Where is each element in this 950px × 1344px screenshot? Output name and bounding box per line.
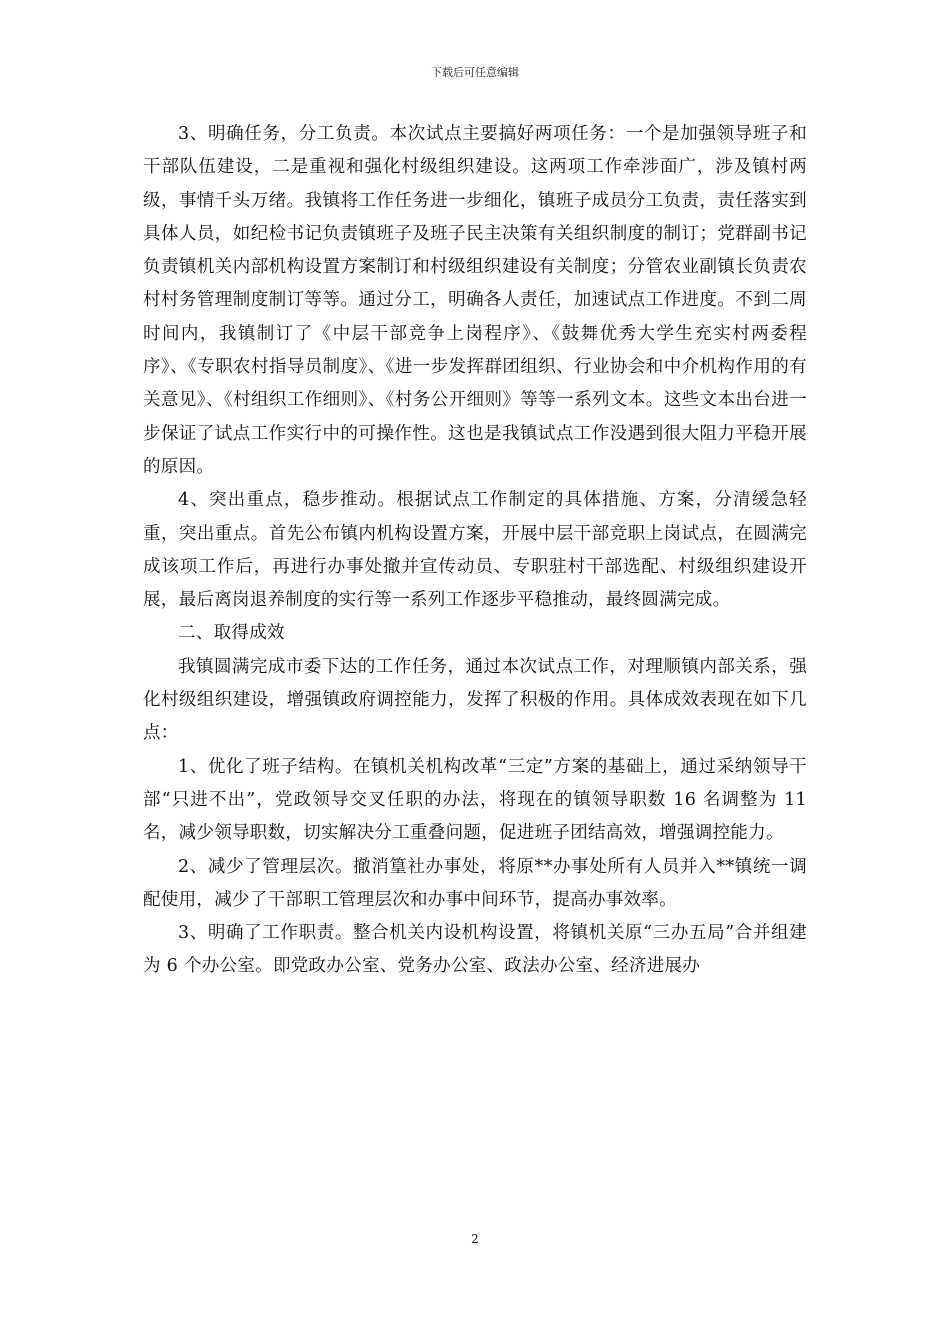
page-number: 2	[471, 1232, 479, 1246]
paragraph-job-duties: 3、明确了工作职责。整合机关内设机构设置，将镇机关原“三办五局”合并组建为 6 个办公室。即党政办公室、党务办公室、政法办公室、经济进展办	[143, 923, 807, 977]
page-header-note: 下载后可任意编辑	[431, 66, 519, 79]
paragraph-team-structure: 1、优化了班子结构。在镇机关机构改革“三定”方案的基础上，通过采纳领导干部“只进不出”，党政领导交叉任职的办法，将现在的镇领导职数 16 名调整为 11 名，减少领导职数，切实解决分工重叠问题，促进班子团结高效，增强调控能力。	[143, 756, 807, 844]
paragraph-task-division: 3、明确任务，分工负责。本次试点主要搞好两项任务：一个是加强领导班子和干部队伍建设，二是重视和强化村级组织建设。这两项工作牵涉面广，涉及镇村两级，事情千头万绪。我镇将工作任务进一步细化，镇班子成员分工负责，责任落实到具体人员，如纪检书记负责镇班子及班子民主决策有关组织制度的制订；党群副书记负责镇机关内部机构设置方案制订和村级组织建设有关制度；分管农业副镇长负责农村村务管理制度制订等等。通过分工，明确各人责任，加速试点工作进度。不到二周时间内，我镇制订了《中层干部竞争上岗程序》、《鼓舞优秀大学生充实村两委程序》、《专职农村指导员制度》、《进一步发挥群团组织、行业协会和中介机构作用的有关意见》、《村组织工作细则》、《村务公开细则》等等一系列文本。这些文本出台进一步保证了试点工作实行中的可操作性。这也是我镇试点工作没遇到很大阻力平稳开展的原因。	[143, 124, 807, 477]
document-body	[143, 118, 807, 984]
paragraph-results-intro: 我镇圆满完成市委下达的工作任务，通过本次试点工作，对理顺镇内部关系，强化村级组织建设，增强镇政府调控能力，发挥了积极的作用。具体成效表现在如下几点：	[143, 656, 807, 744]
paragraph-management-levels: 2、减少了管理层次。撤消篁社办事处，将原**办事处所有人员并入**镇统一调配使用，减少了干部职工管理层次和办事中间环节，提高办事效率。	[143, 856, 807, 910]
paragraph-key-points: 4、突出重点，稳步推动。根据试点工作制定的具体措施、方案，分清缓急轻重，突出重点。首先公布镇内机构设置方案，开展中层干部竞职上岗试点，在圆满完成该项工作后，再进行办事处撤并宣传动员、专职驻村干部选配、村级组织建设开展，最后离岗退养制度的实行等一系列工作逐步平稳推动，最终圆满完成。	[143, 490, 807, 611]
section-heading-results: 二、取得成效	[178, 623, 285, 644]
